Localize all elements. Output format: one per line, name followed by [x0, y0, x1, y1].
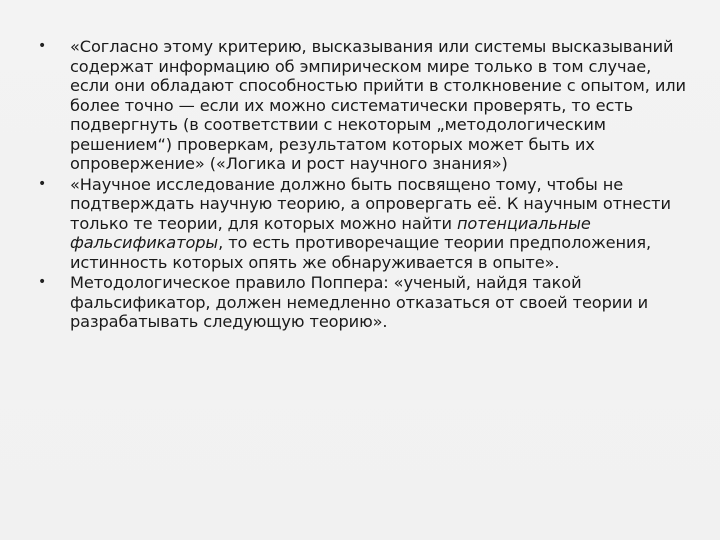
bullet-text-start: «Научное исследование должно быть посвящено тому, чтобы не подтверждать научную теорию, а опровергать её. К научным отнести только те теории, для которых можно найти	[70, 174, 671, 233]
bullet-text-italic: потенциальные фальсификаторы	[70, 213, 591, 252]
bullet-item-popper-rule	[30, 273, 690, 332]
bullet-icon: •	[38, 274, 47, 290]
bullet-item-research-quote	[30, 175, 690, 273]
bullet-text: Методологическое правило Поппера: «ученый, найдя такой фальсификатор, должен немедленно отказаться от своей теории и разрабатывать следующую теорию».	[70, 273, 649, 331]
bullet-item-criterion-quote	[30, 37, 690, 174]
bullet-list	[30, 37, 690, 332]
bullet-text-end: , то есть противоречащие теории предположения, истинность которых опять же обнаруживается в опыте».	[70, 233, 652, 272]
bullet-icon: •	[38, 175, 47, 192]
bullet-text: «Согласно этому критерию, высказывания или системы высказываний содержат информацию об эмпирическом мире только в том случае, если они обладают способностью прийти в столкновение с опытом, или более точно — если их можно систематически проверять, то есть подвергнуть (в соответствии с некоторым „методологическим решением“) проверкам, результатом которых может быть их опровержение» («Логика и рост научного знания»)	[70, 37, 686, 173]
bullet-icon: •	[38, 38, 47, 54]
